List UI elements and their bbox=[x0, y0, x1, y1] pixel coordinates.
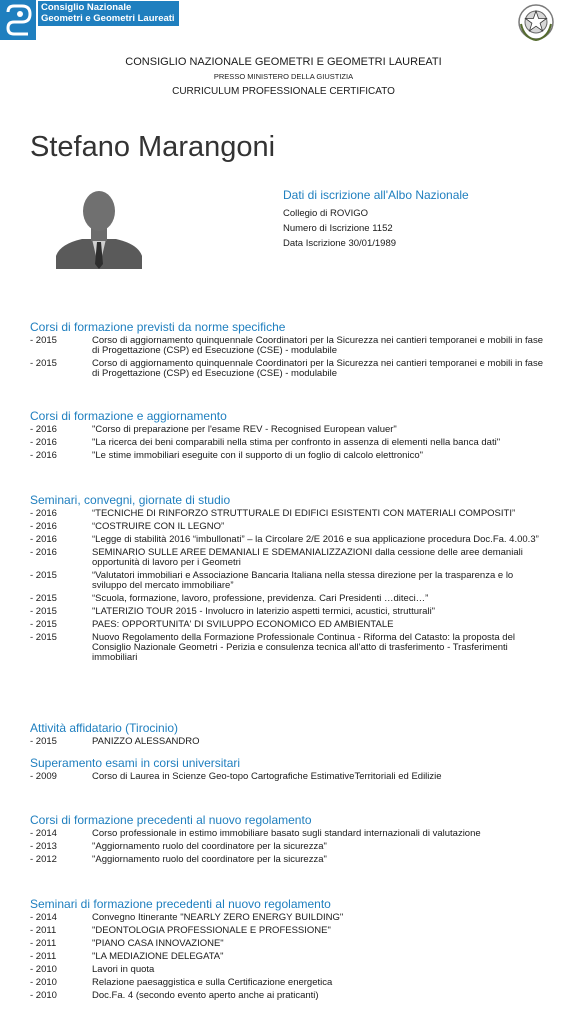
list-item: - 2016 “COSTRUIRE CON IL LEGNO” bbox=[30, 521, 225, 532]
registration-title: Dati di iscrizione all'Albo Nazionale bbox=[283, 188, 469, 202]
avatar-placeholder bbox=[56, 184, 142, 269]
list-item: - 2016 "La ricerca dei beni comparabili nella stima per confronto in assenza di elementi nella banca dati" bbox=[30, 437, 501, 448]
cng-logo-text: Consiglio Nazionale Geometri e Geometri Laureati bbox=[38, 1, 179, 26]
list-item: - 2016 "Corso di preparazione per l'esame REV - Recognised European valuer" bbox=[30, 424, 397, 435]
list-item: - 2016 “TECNICHE DI RINFORZO STRUTTURALE DI EDIFICI ESISTENTI CON MATERIALI COMPOSITI” bbox=[30, 508, 516, 519]
section-title: Corsi di formazione e aggiornamento bbox=[30, 409, 227, 423]
registration-date: Data Iscrizione 30/01/1989 bbox=[283, 238, 397, 249]
section-title: Seminari, convegni, giornate di studio bbox=[30, 493, 231, 507]
registration-info bbox=[283, 188, 469, 251]
list-item: - 2011 "PIANO CASA INNOVAZIONE" bbox=[30, 938, 224, 949]
list-item: - 2009 Corso di Laurea in Scienze Geo-topo Cartografiche EstimativeTerritoriali ed Edilizie bbox=[30, 771, 442, 782]
list-item: - 2010 Doc.Fa. 4 (secondo evento aperto anche ai praticanti) bbox=[30, 990, 319, 1001]
section-internship bbox=[30, 721, 550, 750]
registration-college: Collegio di ROVIGO bbox=[283, 208, 369, 219]
section-title: Corsi di formazione precedenti al nuovo regolamento bbox=[30, 813, 312, 827]
organization-title: CONSIGLIO NAZIONALE GEOMETRI E GEOMETRI LAUREATI bbox=[125, 56, 442, 68]
section-specific-training bbox=[30, 320, 550, 382]
list-item: - 2015 "LATERIZIO TOUR 2015 - Involucro in laterizio aspetti termici, acustici, strutturali" bbox=[30, 606, 436, 617]
list-item: - 2016 SEMINARIO SULLE AREE DEMANIALI E SDEMANIALIZZAZIONI dalla cessione delle aree demaniali opportunità di lavoro per i Geometri bbox=[30, 547, 523, 568]
list-item: - 2011 "LA MEDIAZIONE DELEGATA" bbox=[30, 951, 224, 962]
person-name: Stefano Marangoni bbox=[30, 131, 276, 163]
section-previous-seminars bbox=[30, 897, 550, 1004]
list-item: - 2015 PAES: OPPORTUNITA' DI SVILUPPO ECONOMICO ED AMBIENTALE bbox=[30, 619, 394, 630]
document-title: CURRICULUM PROFESSIONALE CERTIFICATO bbox=[172, 86, 395, 97]
section-title: Seminari di formazione precedenti al nuovo regolamento bbox=[30, 897, 331, 911]
list-item: - 2012 "Aggiornamento ruolo del coordinatore per la sicurezza" bbox=[30, 854, 327, 865]
section-seminars bbox=[30, 493, 550, 666]
list-item: - 2011 "DEONTOLOGIA PROFESSIONALE E PROFESSIONE" bbox=[30, 925, 331, 936]
registration-number: Numero di Iscrizione 1152 bbox=[283, 223, 393, 234]
list-item: - 2010 Relazione paesaggistica e sulla Certificazione energetica bbox=[30, 977, 333, 988]
list-item: - 2015 Corso di aggiornamento quinquennale Coordinatori per la Sicurezza nei cantieri temporanei e mobili in fase di Progettazione (CSP) ed Esecuzione (CSE) - modulabile bbox=[30, 335, 543, 356]
list-item: - 2015 “Scuola, formazione, lavoro, professione, previdenza. Cari Presidenti …diteci…” bbox=[30, 593, 429, 604]
list-item: - 2015 “Valutatori immobiliari e Associazione Bancaria Italiana nella stessa direzione per la trasparenza e lo sviluppo del mercato immobiliare” bbox=[30, 570, 514, 591]
list-item: - 2014 Corso professionale in estimo immobiliare basato sugli standard internazionali di valutazione bbox=[30, 828, 481, 839]
italian-republic-emblem bbox=[516, 2, 556, 42]
list-item: - 2015 Nuovo Regolamento della Formazione Professionale Continua - Riforma del Catasto: la proposta del Consiglio Nazionale Geometri - Perizia e consulenza tecnica all'atto di trasferimento - Trasferimenti immobiliari bbox=[30, 632, 515, 663]
section-previous-courses bbox=[30, 813, 550, 868]
list-item: - 2016 "Le stime immobiliari eseguite con il supporto di un foglio di calcolo elettronico" bbox=[30, 450, 423, 461]
section-training-updates bbox=[30, 409, 550, 464]
section-title: Superamento esami in corsi universitari bbox=[30, 756, 241, 770]
ministry-subtitle: PRESSO MINISTERO DELLA GIUSTIZIA bbox=[213, 72, 354, 81]
section-title: Corsi di formazione previsti da norme specifiche bbox=[30, 320, 286, 334]
list-item: - 2015 Corso di aggiornamento quinquennale Coordinatori per la Sicurezza nei cantieri temporanei e mobili in fase di Progettazione (CSP) ed Esecuzione (CSE) - modulabile bbox=[30, 358, 543, 379]
cng-logo bbox=[0, 0, 36, 40]
list-item: - 2013 "Aggiornamento ruolo del coordinatore per la sicurezza" bbox=[30, 841, 327, 852]
list-item: - 2010 Lavori in quota bbox=[30, 964, 155, 975]
section-university-exams bbox=[30, 756, 550, 785]
list-item: - 2016 “Legge di stabilità 2016 “imbullonati” – la Circolare 2/E 2016 e sua applicazione procedura Doc.Fa. 4.00.3” bbox=[30, 534, 539, 545]
section-title: Attività affidatario (Tirocinio) bbox=[30, 721, 179, 735]
list-item: - 2014 Convegno Itinerante "NEARLY ZERO ENERGY BUILDING" bbox=[30, 912, 344, 923]
list-item: - 2015 PANIZZO ALESSANDRO bbox=[30, 736, 200, 747]
